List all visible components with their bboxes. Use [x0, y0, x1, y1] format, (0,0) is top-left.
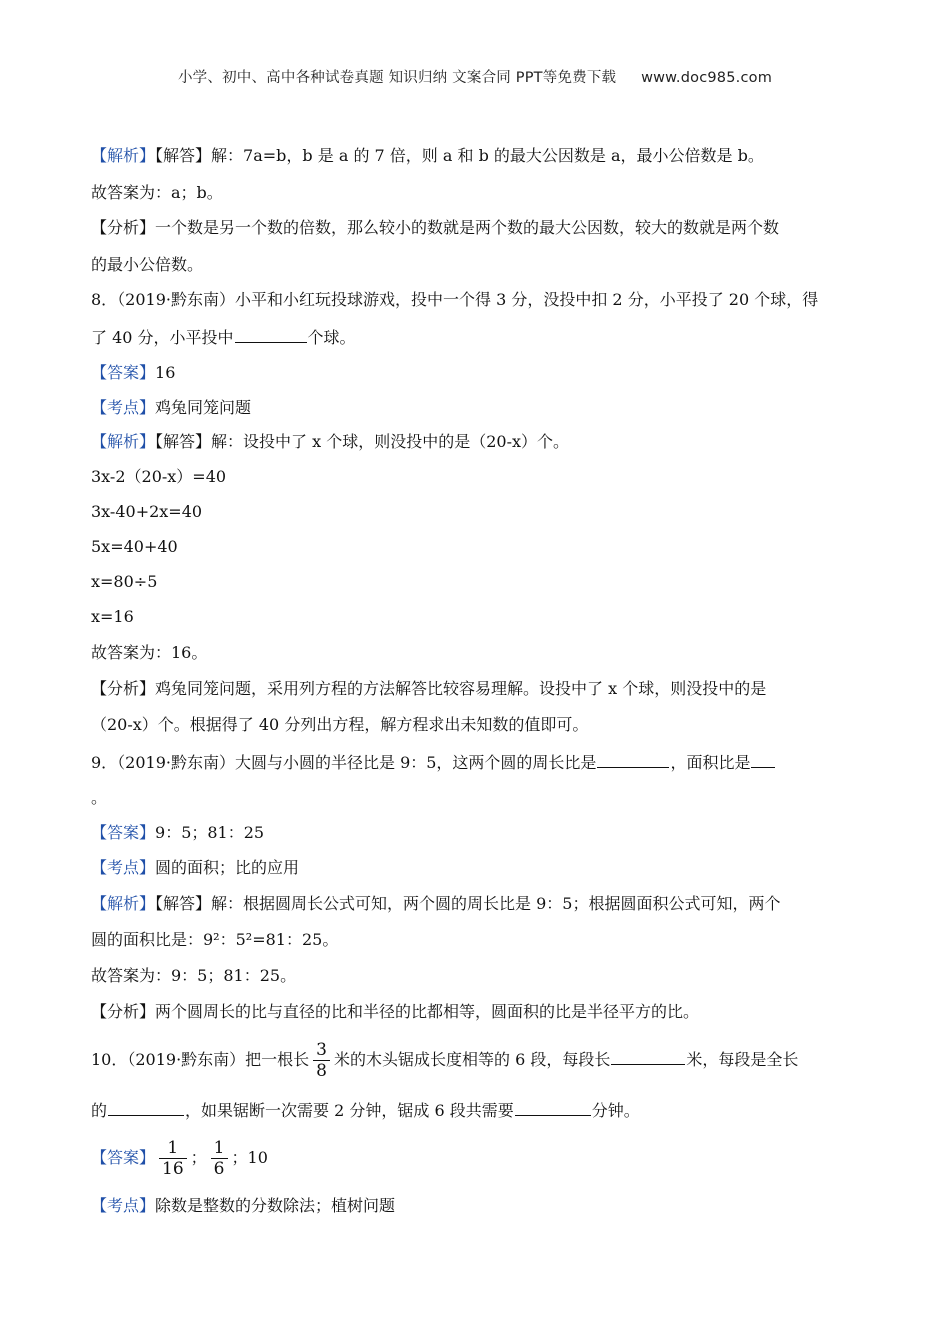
q10-answer2-numerator: 1: [213, 1138, 225, 1158]
q8-stem-line2: [91, 326, 356, 349]
q8-step-2: 3x-40+2x=40: [91, 502, 203, 521]
q8-step-3: 5x=40+40: [91, 537, 178, 556]
q9-fenxi-text: 两个圆周长的比与直径的比和半径的比都相等，圆面积的比是半径平方的比。: [155, 1002, 700, 1021]
q7-final: 故答案为：a；b。: [91, 183, 223, 202]
q10-blank-segment-length[interactable]: [611, 1048, 685, 1065]
q8-fenxi-line2: （20-x）个。根据得了 40 分列出方程，解方程求出未知数的值即可。: [91, 715, 589, 734]
q10-stem-text-a: 10．（2019·黔东南）把一根长: [91, 1050, 310, 1069]
q10-stem-text-f: 分钟。: [591, 1101, 640, 1120]
q10-answer-separator-2: ；: [231, 1148, 248, 1167]
tag-answer: 【答案】: [91, 823, 156, 842]
q10-length-numerator: 3: [316, 1040, 327, 1060]
q10-stem-line1: [91, 1038, 798, 1082]
tag-fenxi: 【分析】: [91, 679, 156, 698]
q8-answer: 16: [155, 363, 176, 382]
q8-point-line: [91, 397, 251, 419]
q8-answer-blank[interactable]: [235, 326, 307, 343]
q9-solution-text1: 解：根据圆周长公式可知，两个圆的周长比是 9：5；根据圆面积公式可知，两个: [211, 894, 781, 913]
q9-point-line: [91, 857, 299, 879]
q10-answer1-numerator: 1: [167, 1138, 179, 1158]
q10-stem-text-e: ，如果锯断一次需要 2 分钟，锯成 6 段共需要: [185, 1101, 514, 1120]
tag-point: 【考点】: [91, 1196, 156, 1215]
q8-stem-text-a: 了 40 分，小平投中: [91, 328, 234, 347]
tag-fenxi: 【分析】: [91, 218, 156, 237]
header-site: www.doc985.com: [641, 70, 773, 86]
q8-fenxi-text1: 鸡兔同笼问题，采用列方程的方法解答比较容易理解。设投中了 x 个球，则没投中的是: [155, 679, 767, 698]
q10-answer-separator-1: ；: [190, 1148, 207, 1167]
q8-solution-line: [91, 431, 569, 453]
q10-length-fraction: [313, 1040, 330, 1081]
q9-point: 圆的面积；比的应用: [155, 858, 300, 877]
q9-fenxi-line: [91, 1001, 699, 1023]
tag-fenxi: 【分析】: [91, 1002, 156, 1021]
q10-stem-line2: [91, 1099, 640, 1122]
q10-length-denominator: 8: [313, 1060, 330, 1081]
tag-solution: 【解答】: [155, 894, 212, 913]
tag-analysis: 【解析】: [91, 894, 156, 913]
q7-fenxi-line1: [91, 217, 779, 239]
q8-final: 故答案为：16。: [91, 643, 208, 662]
tag-point: 【考点】: [91, 858, 156, 877]
q10-answer2-denominator: 6: [211, 1158, 228, 1179]
page-header: [0, 66, 950, 87]
q10-answer-fraction-2: [211, 1138, 228, 1179]
tag-solution: 【解答】: [155, 432, 212, 451]
q8-stem-text-b: 个球。: [307, 328, 356, 347]
q9-stem-text-b: ，面积比是: [670, 753, 751, 772]
q10-point: 除数是整数的分数除法；植树问题: [155, 1196, 396, 1215]
q10-answer1-denominator: 16: [159, 1158, 187, 1179]
q9-blank-circumference[interactable]: [597, 751, 669, 768]
tag-analysis: 【解析】: [91, 432, 156, 451]
q10-point-line: [91, 1195, 395, 1217]
tag-answer: 【答案】: [91, 1148, 156, 1167]
tag-answer: 【答案】: [91, 363, 156, 382]
q7-fenxi-text1: 一个数是另一个数的倍数，那么较小的数就是两个数的最大公因数，较大的数就是两个数: [155, 218, 780, 237]
q8-step-4: x=80÷5: [91, 572, 158, 591]
q10-blank-total-minutes[interactable]: [515, 1099, 591, 1116]
q9-stem-text-a: 9．（2019·黔东南）大圆与小圆的半径比是 9：5，这两个圆的周长比是: [91, 753, 597, 772]
q10-blank-fraction-of-total[interactable]: [108, 1099, 184, 1116]
q8-solution-text: 解：设投中了 x 个球，则没投中的是（20-x）个。: [211, 432, 570, 451]
q7-solution-line: [91, 145, 764, 167]
q8-fenxi-line1: [91, 678, 766, 700]
q7-fenxi-line2: 的最小公倍数。: [91, 255, 204, 274]
tag-point: 【考点】: [91, 398, 156, 417]
q9-stem-line1: [91, 751, 776, 774]
q10-answer-line: [91, 1136, 268, 1180]
q9-blank-area[interactable]: [751, 751, 775, 768]
q7-solution-text: 解：7a=b，b 是 a 的 7 倍，则 a 和 b 的最大公因数是 a，最小公倍数是 b。: [211, 146, 764, 165]
q9-solution-line1: [91, 893, 780, 915]
q9-answer: 9：5；81：25: [155, 823, 265, 842]
q10-stem-text-d: 的: [91, 1101, 108, 1120]
q10-answer-fraction-1: [159, 1138, 187, 1179]
q8-stem-line1: 8．（2019·黔东南）小平和小红玩投球游戏，投中一个得 3 分，没投中扣 2 分，小平投了 20 个球，得: [91, 290, 819, 309]
q10-stem-text-c: 米，每段是全长: [686, 1050, 799, 1069]
q8-step-5: x=16: [91, 607, 134, 626]
tag-analysis: 【解析】: [91, 146, 156, 165]
q8-step-1: 3x-2（20-x）=40: [91, 467, 227, 486]
q8-answer-line: [91, 362, 175, 384]
q8-point: 鸡兔同笼问题: [155, 398, 252, 417]
header-text: 小学、初中、高中各种试卷真题 知识归纳 文案合同 PPT等免费下载: [177, 70, 617, 86]
q9-answer-line: [91, 822, 264, 844]
q10-stem-text-b: 米的木头锯成长度相等的 6 段，每段长: [334, 1050, 611, 1069]
q9-final: 故答案为：9：5；81：25。: [91, 966, 297, 985]
q9-stem-line2: 。: [91, 788, 108, 807]
q9-solution-line2: 圆的面积比是：9²：5²=81：25。: [91, 930, 339, 949]
q10-answer-3: 10: [247, 1148, 268, 1167]
tag-solution: 【解答】: [155, 146, 212, 165]
